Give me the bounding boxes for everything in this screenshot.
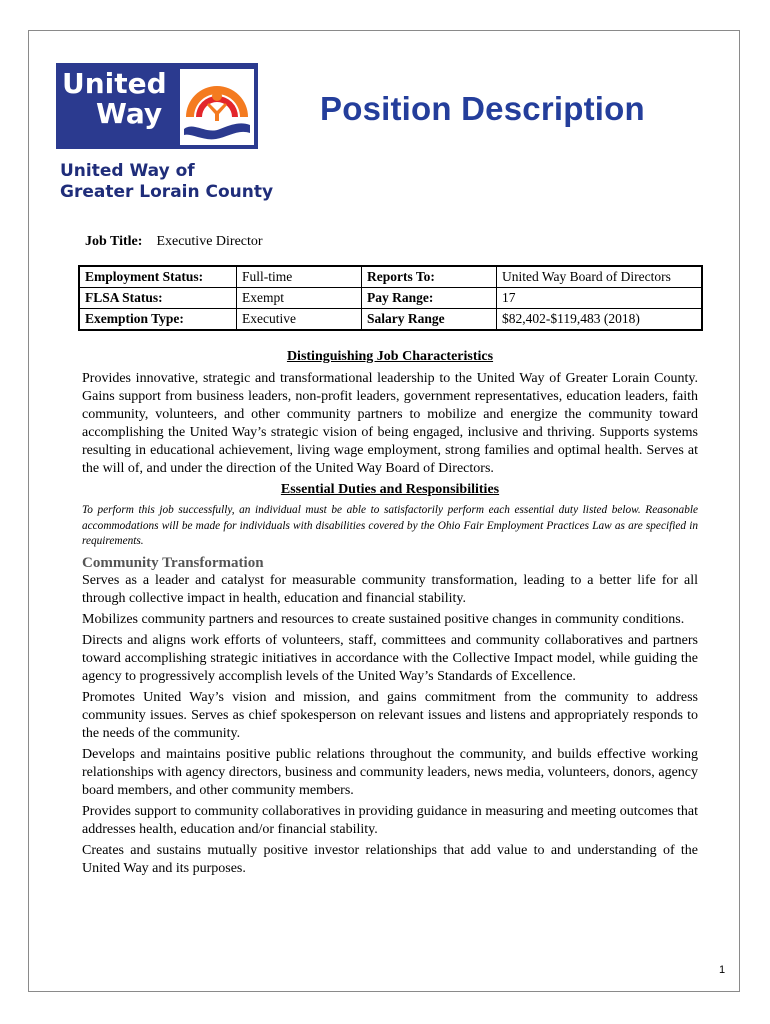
table-cell-value: Executive bbox=[237, 309, 362, 331]
table-cell-value: 17 bbox=[497, 288, 703, 309]
characteristics-heading: Distinguishing Job Characteristics bbox=[286, 349, 494, 364]
table-cell-label: Salary Range bbox=[362, 309, 497, 331]
document-body bbox=[82, 348, 698, 881]
job-title-value: Executive Director bbox=[156, 234, 263, 249]
duty-item: Promotes United Way’s vision and mission, and gains commitment from the community to address community issues. Serves as chief spokesperson on relevant issues and listens and appropriately responds to the needs of the community. bbox=[82, 689, 698, 741]
duties-note: To perform this job successfully, an individual must be able to satisfactorily perform each essential duty listed below. Reasonable accommodations will be made for individuals with disabilities covered by the Ohio Fair Employment Practices Law as are specified in requirements. bbox=[82, 504, 698, 547]
table-row bbox=[79, 309, 702, 331]
page-number: 1 bbox=[719, 964, 726, 976]
job-title-label: Job Title: bbox=[85, 234, 143, 249]
duty-item: Develops and maintains positive public relations throughout the community, and builds effective working relationships with agency directors, business and community leaders, news media, volunteers, donors, agency board members, and other community members. bbox=[82, 746, 698, 798]
registered-mark: ® bbox=[246, 138, 254, 147]
duty-item: Provides support to community collaboratives in providing guidance in measuring and meeting outcomes that addresses health, education and/or financial stability. bbox=[82, 803, 698, 837]
table-cell-value: $82,402-$119,483 (2018) bbox=[497, 309, 703, 331]
org-name-line-1: United Way of bbox=[60, 161, 195, 181]
characteristics-text: Provides innovative, strategic and transformational leadership to the United Way of Greater Lorain County. Gains support from business leaders, non-profit leaders, government representatives, education leaders, faith community, volunteers, and other community partners to mobilize and energize the community toward accomplishing the United Way’s strategic vision of being engaged, inclusive and thriving. Supports systems resulting in educational achievement, living wage employment, strong families and optimal health. Serves at the will of, and under the direction of the United Way Board of Directors. bbox=[82, 371, 698, 476]
duty-item: Creates and sustains mutually positive investor relationships that add value to and understanding of the United Way and its purposes. bbox=[82, 842, 698, 876]
duty-item: Directs and aligns work efforts of volunteers, staff, committees and community collaboratives and partners toward accomplishing strategic initiatives in accordance with the Collective Impact model, while guiding the agency to progressively accomplish levels of the United Way’s Standards of Excellence. bbox=[82, 632, 698, 684]
logo-line-2: Way bbox=[96, 97, 163, 130]
duty-item: Serves as a leader and catalyst for measurable community transformation, leading to a better life for all through collective impact in health, education and financial stability. bbox=[82, 572, 698, 606]
logo-wordmark bbox=[62, 69, 167, 129]
table-cell-label: Exemption Type: bbox=[79, 309, 237, 331]
table-cell-value: Exempt bbox=[237, 288, 362, 309]
table-cell-label: FLSA Status: bbox=[79, 288, 237, 309]
hand-rainbow-icon bbox=[180, 69, 254, 145]
table-cell-label: Pay Range: bbox=[362, 288, 497, 309]
united-way-logo bbox=[56, 63, 258, 149]
table-cell-label: Reports To: bbox=[362, 266, 497, 288]
community-transformation-heading: Community Transformation bbox=[82, 554, 264, 571]
logo-line-1: United bbox=[62, 67, 167, 100]
job-title-row bbox=[85, 234, 263, 250]
table-cell-value: United Way Board of Directors bbox=[497, 266, 703, 288]
table-row bbox=[79, 266, 702, 288]
document-title: Position Description bbox=[320, 90, 645, 127]
org-name-line-2: Greater Lorain County bbox=[60, 182, 274, 202]
duties-heading: Essential Duties and Responsibilities bbox=[280, 482, 500, 497]
table-cell-label: Employment Status: bbox=[79, 266, 237, 288]
table-row bbox=[79, 288, 702, 309]
duty-item: Mobilizes community partners and resources to create sustained positive changes in community conditions. bbox=[82, 611, 685, 627]
table-cell-value: Full-time bbox=[237, 266, 362, 288]
organization-name bbox=[60, 161, 273, 203]
employment-status-table bbox=[78, 265, 703, 331]
